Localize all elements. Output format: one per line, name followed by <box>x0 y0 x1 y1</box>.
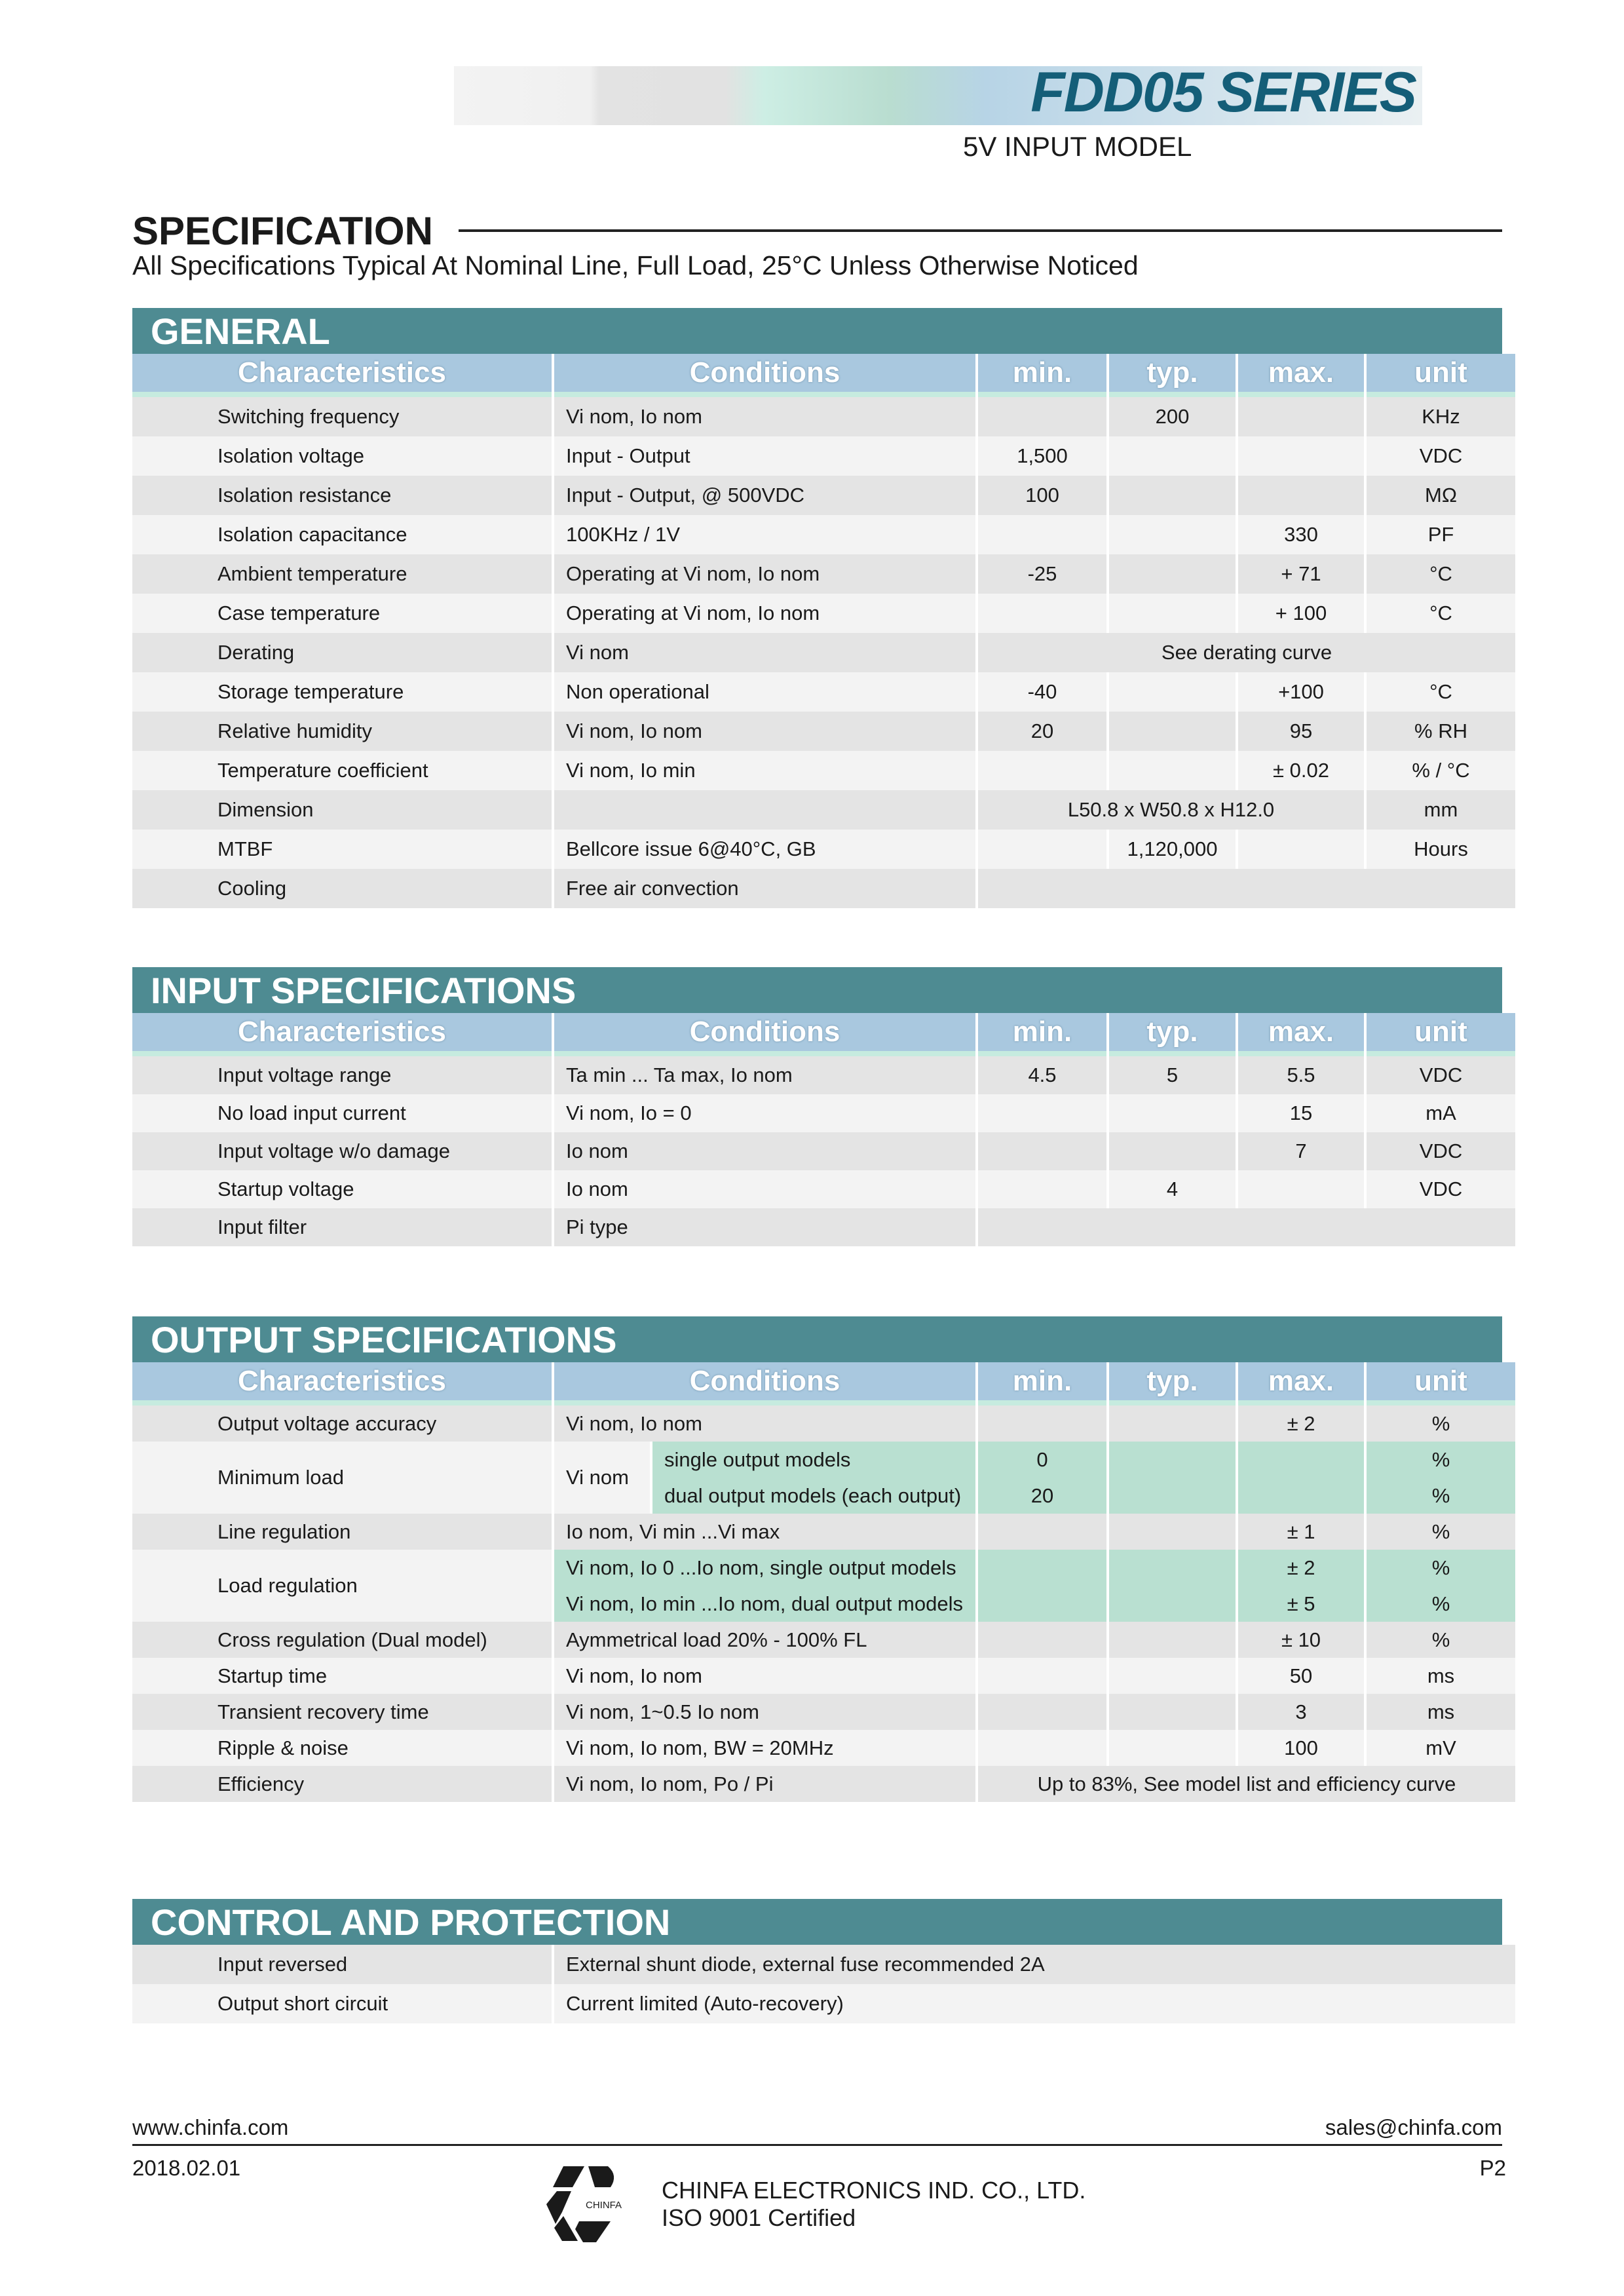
condition: single output models <box>652 1442 975 1478</box>
value-unit: mV <box>1367 1730 1515 1766</box>
value-unit: ms <box>1367 1694 1515 1730</box>
condition: Vi nom, Io 0 ...Io nom, single output models <box>554 1550 975 1586</box>
value-min: 20 <box>978 1478 1106 1514</box>
condition: Non operational <box>554 672 975 712</box>
value-unit: % <box>1367 1550 1515 1586</box>
page-title: SPECIFICATION <box>132 209 433 253</box>
condition: Vi nom, 1~0.5 Io nom <box>554 1694 975 1730</box>
value-typ <box>1109 1730 1236 1766</box>
value-min <box>978 1658 1106 1694</box>
value-unit: Hours <box>1367 830 1515 869</box>
column-header-unit: unit <box>1367 1362 1515 1406</box>
section-title: GENERAL <box>132 308 1502 354</box>
condition: Aymmetrical load 20% - 100% FL <box>554 1622 975 1658</box>
characteristic: Input voltage w/o damage <box>132 1132 552 1170</box>
merged-value: Current limited (Auto-recovery) <box>554 1984 1515 2023</box>
value-unit: ms <box>1367 1658 1515 1694</box>
title-rule <box>459 229 1502 232</box>
characteristic: Isolation voltage <box>132 436 552 476</box>
value-unit: VDC <box>1367 436 1515 476</box>
value-unit: % <box>1367 1478 1515 1514</box>
characteristic: Line regulation <box>132 1514 552 1550</box>
value-max: 15 <box>1238 1094 1364 1132</box>
column-header-characteristics: Characteristics <box>132 1013 552 1056</box>
value-unit: % <box>1367 1514 1515 1550</box>
value-typ <box>1109 1132 1236 1170</box>
value-typ <box>1109 712 1236 751</box>
value-typ <box>1109 1550 1236 1586</box>
value-max: 50 <box>1238 1658 1364 1694</box>
value-max: 100 <box>1238 1730 1364 1766</box>
column-header-min: min. <box>978 354 1106 397</box>
value-min <box>978 1694 1106 1730</box>
value-min <box>978 1094 1106 1132</box>
condition-prefix: Vi nom <box>554 1442 650 1514</box>
value-min <box>978 1730 1106 1766</box>
characteristic: Dimension <box>132 790 552 830</box>
condition: Bellcore issue 6@40°C, GB <box>554 830 975 869</box>
value-typ <box>1109 476 1236 515</box>
value-typ <box>1109 554 1236 594</box>
value-max <box>1238 1478 1364 1514</box>
chinfa-logo-icon <box>545 2164 630 2245</box>
characteristic: Load regulation <box>132 1550 552 1622</box>
certification: ISO 9001 Certified <box>662 2204 856 2231</box>
email-link[interactable]: sales@chinfa.com <box>1325 2115 1502 2139</box>
value-max <box>1238 397 1364 436</box>
condition: Vi nom, Io nom <box>554 1658 975 1694</box>
column-header-characteristics: Characteristics <box>132 1362 552 1406</box>
value-max: 5.5 <box>1238 1056 1364 1094</box>
website-link[interactable]: www.chinfa.com <box>132 2115 289 2139</box>
value-typ <box>1109 1694 1236 1730</box>
column-header-min: min. <box>978 1013 1106 1056</box>
value-min <box>978 1622 1106 1658</box>
value-typ <box>1109 515 1236 554</box>
condition <box>554 790 975 830</box>
column-header-conditions: Conditions <box>554 1013 975 1056</box>
value-typ <box>1109 594 1236 633</box>
characteristic: Cross regulation (Dual model) <box>132 1622 552 1658</box>
condition: Io nom <box>554 1170 975 1208</box>
value-unit: % <box>1367 1586 1515 1622</box>
column-header-max: max. <box>1238 1013 1364 1056</box>
characteristic: Startup time <box>132 1658 552 1694</box>
value-typ: 1,120,000 <box>1109 830 1236 869</box>
value-max <box>1238 476 1364 515</box>
series-title: FDD05 SERIES <box>1030 61 1416 124</box>
value-max: 330 <box>1238 515 1364 554</box>
value-min <box>978 1586 1106 1622</box>
section-output <box>132 1316 1502 1802</box>
column-header-characteristics: Characteristics <box>132 354 552 397</box>
value-typ: 4 <box>1109 1170 1236 1208</box>
spec-table <box>132 1945 1502 2023</box>
characteristic: Minimum load <box>132 1442 552 1514</box>
condition: Input - Output, @ 500VDC <box>554 476 975 515</box>
value-typ <box>1109 1586 1236 1622</box>
value-unit: KHz <box>1367 397 1515 436</box>
value-typ <box>1109 1442 1236 1478</box>
column-header-typ: typ. <box>1109 1013 1236 1056</box>
characteristic: Temperature coefficient <box>132 751 552 790</box>
characteristic: Efficiency <box>132 1766 552 1802</box>
value-max: +100 <box>1238 672 1364 712</box>
date: 2018.02.01 <box>132 2156 241 2180</box>
condition: dual output models (each output) <box>652 1478 975 1514</box>
section-input <box>132 967 1502 1246</box>
value-max: ± 1 <box>1238 1514 1364 1550</box>
model-subtitle: 5V INPUT MODEL <box>963 131 1192 162</box>
value-typ <box>1109 1406 1236 1442</box>
condition: Pi type <box>554 1208 975 1246</box>
condition: Vi nom, Io min <box>554 751 975 790</box>
characteristic: Ripple & noise <box>132 1730 552 1766</box>
characteristic: Ambient temperature <box>132 554 552 594</box>
column-header-typ: typ. <box>1109 1362 1236 1406</box>
spec-table <box>132 1362 1502 1802</box>
value-typ <box>1109 1478 1236 1514</box>
condition: Vi nom <box>554 633 975 672</box>
characteristic: Relative humidity <box>132 712 552 751</box>
value-unit: % <box>1367 1622 1515 1658</box>
page-number: P2 <box>1479 2156 1506 2180</box>
characteristic: Derating <box>132 633 552 672</box>
value-unit: VDC <box>1367 1170 1515 1208</box>
condition: Input - Output <box>554 436 975 476</box>
value-max: ± 0.02 <box>1238 751 1364 790</box>
column-header-max: max. <box>1238 354 1364 397</box>
value-max: 95 <box>1238 712 1364 751</box>
value-max: 3 <box>1238 1694 1364 1730</box>
value-min <box>978 515 1106 554</box>
spec-table <box>132 354 1502 908</box>
value-min <box>978 751 1106 790</box>
column-header-min: min. <box>978 1362 1106 1406</box>
value-min <box>978 1170 1106 1208</box>
column-header-typ: typ. <box>1109 354 1236 397</box>
value-unit: VDC <box>1367 1132 1515 1170</box>
merged-value: L50.8 x W50.8 x H12.0 <box>978 790 1364 830</box>
page-subtitle: All Specifications Typical At Nominal Line, Full Load, 25°C Unless Otherwise Noticed <box>132 250 1139 280</box>
value-max <box>1238 1170 1364 1208</box>
value-unit: % / °C <box>1367 751 1515 790</box>
value-unit: °C <box>1367 554 1515 594</box>
value-unit: mA <box>1367 1094 1515 1132</box>
value-typ: 200 <box>1109 397 1236 436</box>
value-max <box>1238 1442 1364 1478</box>
condition: Operating at Vi nom, Io nom <box>554 594 975 633</box>
condition: Vi nom, Io min ...Io nom, dual output models <box>554 1586 975 1622</box>
condition: Operating at Vi nom, Io nom <box>554 554 975 594</box>
value-min <box>978 397 1106 436</box>
svg-text:CHINFA: CHINFA <box>586 2200 622 2211</box>
column-header-max: max. <box>1238 1362 1364 1406</box>
value-unit: mm <box>1367 790 1515 830</box>
value-max <box>1238 830 1364 869</box>
value-max: ± 5 <box>1238 1586 1364 1622</box>
section-title: CONTROL AND PROTECTION <box>132 1899 1502 1945</box>
value-unit: VDC <box>1367 1056 1515 1094</box>
value-typ <box>1109 436 1236 476</box>
value-max: 7 <box>1238 1132 1364 1170</box>
value-typ <box>1109 1514 1236 1550</box>
merged-value: Up to 83%, See model list and efficiency curve <box>978 1766 1515 1802</box>
column-header-unit: unit <box>1367 1013 1515 1056</box>
characteristic: Startup voltage <box>132 1170 552 1208</box>
characteristic: Cooling <box>132 869 552 908</box>
value-unit: MΩ <box>1367 476 1515 515</box>
characteristic: MTBF <box>132 830 552 869</box>
value-min: -25 <box>978 554 1106 594</box>
merged-value <box>978 1208 1515 1246</box>
value-min: -40 <box>978 672 1106 712</box>
characteristic: Output voltage accuracy <box>132 1406 552 1442</box>
characteristic: Output short circuit <box>132 1984 552 2023</box>
condition: Io nom <box>554 1132 975 1170</box>
value-typ <box>1109 1658 1236 1694</box>
value-unit: °C <box>1367 672 1515 712</box>
characteristic: Input reversed <box>132 1945 552 1984</box>
value-min <box>978 1550 1106 1586</box>
section-title: INPUT SPECIFICATIONS <box>132 967 1502 1013</box>
value-max: ± 2 <box>1238 1550 1364 1586</box>
value-max: + 71 <box>1238 554 1364 594</box>
merged-value <box>978 869 1515 908</box>
merged-value: See derating curve <box>978 633 1515 672</box>
value-max: + 100 <box>1238 594 1364 633</box>
value-unit: % <box>1367 1442 1515 1478</box>
value-min: 0 <box>978 1442 1106 1478</box>
company-name: CHINFA ELECTRONICS IND. CO., LTD. <box>662 2177 1086 2204</box>
characteristic: Isolation capacitance <box>132 515 552 554</box>
condition: Vi nom, Io nom <box>554 1406 975 1442</box>
value-min <box>978 830 1106 869</box>
value-min <box>978 594 1106 633</box>
value-min: 100 <box>978 476 1106 515</box>
condition: Vi nom, Io nom <box>554 712 975 751</box>
footer-rule <box>132 2144 1502 2146</box>
column-header-conditions: Conditions <box>554 1362 975 1406</box>
value-typ <box>1109 1094 1236 1132</box>
column-header-unit: unit <box>1367 354 1515 397</box>
merged-value: External shunt diode, external fuse recommended 2A <box>554 1945 1515 1984</box>
column-header-conditions: Conditions <box>554 354 975 397</box>
condition: Vi nom, Io = 0 <box>554 1094 975 1132</box>
characteristic: Input filter <box>132 1208 552 1246</box>
value-unit: % <box>1367 1406 1515 1442</box>
value-max: ± 10 <box>1238 1622 1364 1658</box>
value-min: 1,500 <box>978 436 1106 476</box>
condition: 100KHz / 1V <box>554 515 975 554</box>
condition: Vi nom, Io nom <box>554 397 975 436</box>
value-min: 20 <box>978 712 1106 751</box>
value-typ <box>1109 751 1236 790</box>
value-min <box>978 1514 1106 1550</box>
value-typ <box>1109 1622 1236 1658</box>
characteristic: Storage temperature <box>132 672 552 712</box>
spec-table <box>132 1013 1502 1246</box>
section-title: OUTPUT SPECIFICATIONS <box>132 1316 1502 1362</box>
characteristic: Input voltage range <box>132 1056 552 1094</box>
value-min <box>978 1406 1106 1442</box>
value-typ: 5 <box>1109 1056 1236 1094</box>
characteristic: Switching frequency <box>132 397 552 436</box>
characteristic: Isolation resistance <box>132 476 552 515</box>
section-control <box>132 1899 1502 2023</box>
value-min <box>978 1132 1106 1170</box>
value-unit: % RH <box>1367 712 1515 751</box>
condition: Vi nom, Io nom, Po / Pi <box>554 1766 975 1802</box>
condition: Io nom, Vi min ...Vi max <box>554 1514 975 1550</box>
value-unit: °C <box>1367 594 1515 633</box>
condition: Ta min ... Ta max, Io nom <box>554 1056 975 1094</box>
value-unit: PF <box>1367 515 1515 554</box>
characteristic: Case temperature <box>132 594 552 633</box>
condition: Free air convection <box>554 869 975 908</box>
value-min: 4.5 <box>978 1056 1106 1094</box>
characteristic: Transient recovery time <box>132 1694 552 1730</box>
condition: Vi nom, Io nom, BW = 20MHz <box>554 1730 975 1766</box>
value-typ <box>1109 672 1236 712</box>
section-general <box>132 308 1502 908</box>
characteristic: No load input current <box>132 1094 552 1132</box>
value-max <box>1238 436 1364 476</box>
value-max: ± 2 <box>1238 1406 1364 1442</box>
